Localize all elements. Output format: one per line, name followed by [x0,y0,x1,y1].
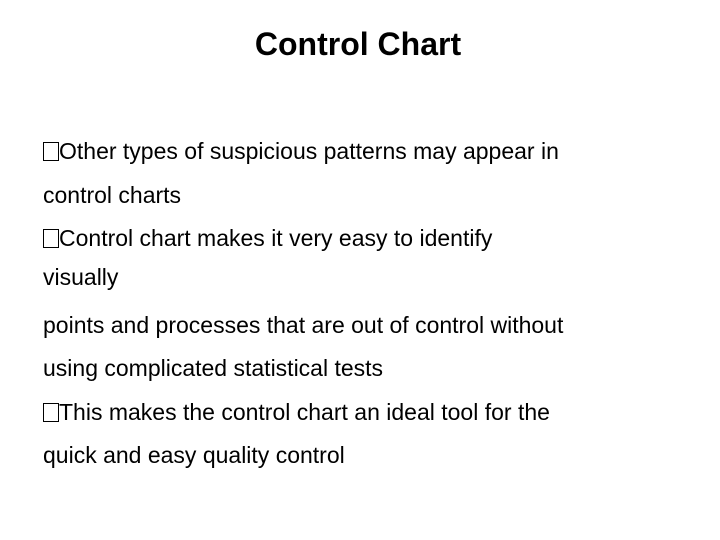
bullet-glyph-icon [43,229,59,248]
bullet-3-line-1: This makes the control chart an ideal tool for the [43,391,703,435]
bullet-1-line-1: Other types of suspicious patterns may appear in [43,130,703,174]
bullet-1-line-2: control charts [43,181,182,208]
slide-body [43,130,703,478]
bullet-2-line-1: Control chart makes it very easy to identify [43,217,703,261]
bullet-2-line-4: using complicated statistical tests [43,355,384,381]
bullet-3-line-2: quick and easy quality control [43,442,345,468]
bullet-glyph-icon [43,403,59,422]
slide-title: Control Chart [254,26,462,62]
bullet-glyph-icon [43,142,59,161]
bullet-2-line-2: visually [43,263,119,290]
bullet-2-line-3: points and processes that are out of control without [43,311,564,338]
